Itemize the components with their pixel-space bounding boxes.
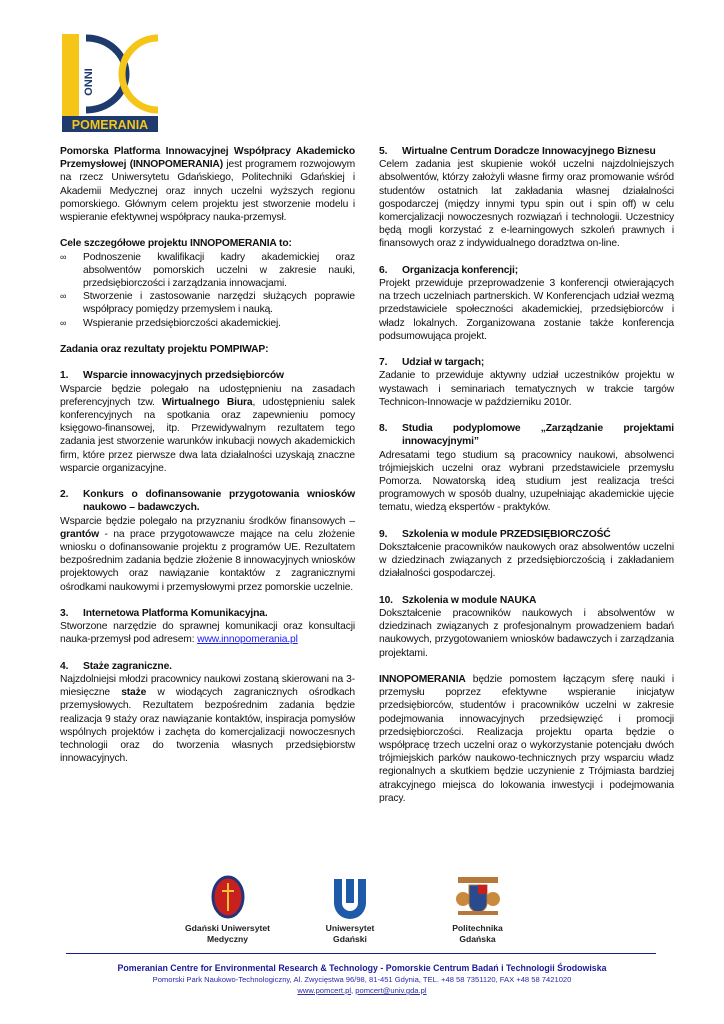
section-body	[379, 277, 674, 343]
gumed-logo-block	[170, 875, 285, 945]
section-heading	[379, 422, 674, 448]
text: Dokształcenie pracowników naukowych oraz absolwentów uczelni w dziedzinach związanych z przedsiębiorczością i zakładaniem działalności gospodarczej.	[379, 542, 674, 580]
pg-coat-of-arms-icon	[454, 875, 502, 919]
text: Adresatami tego studium są pracownicy naukowi, absolwenci trójmiejskich uczelni oraz wybrani przedstawiciele przemysłu Pomorza. Nowatorską ideą studium jest realizacja treści programowych w sposób dualny, uzupełniając akademickie ujęcie tematu, wiedzą ekspertów - praktyków.	[379, 449, 674, 514]
section-heading	[60, 660, 355, 673]
section-number: 4.	[60, 660, 69, 672]
logo-inno-text: INNO	[81, 68, 94, 96]
organization-address: Pomorski Park Naukowo-Technologiczny, Al. Zwycięstwa 96/98, 81-451 Gdynia, TEL. +48 58 7351120, FAX +48 58 7421020	[152, 975, 572, 984]
section-number: 10.	[379, 594, 393, 606]
goal-text: Podnoszenie kwalifikacji kadry akademickiej oraz absolwentów pomorskich uczelni w zakresie nauki, przedsiębiorczości i zarządzania innowacjami.	[83, 251, 355, 290]
goal-item	[60, 251, 355, 291]
section-body	[60, 515, 355, 594]
section-number: 9.	[379, 528, 388, 540]
task-section	[379, 594, 674, 660]
bold-text: grantów	[60, 528, 99, 540]
section-title: Wirtualne Centrum Doradcze Innowacyjnego Biznesu	[402, 146, 656, 157]
section-heading	[379, 145, 674, 158]
text: jest programem rozwojowym na rzecz Uniwersytetu Gdańskiego, Politechniki Gdańskiej i Akademii Medycznej oraz innych uczelni wyższych regionu pomorskiego. Głównym celem projektu jest stworzenie modelu i wspieranie efektywnej współpracy nauka-przemysł.	[60, 159, 356, 224]
text: Projekt przewiduje przeprowadzenie 3 konferencji otwierających na trzech uczelniach partnerskich. W Konferencjach udział wezmą przedstawiciele społeczności akademickiej, przedsiębiorców i władz lokalnych. Zorganizowana zostanie także konferencja podsumowująca projekt.	[379, 278, 674, 342]
section-number: 2.	[60, 489, 69, 501]
ug-name-line2: Gdański	[333, 934, 367, 944]
section-title: Szkolenia w module NAUKA	[402, 594, 537, 606]
left-column	[60, 145, 355, 779]
section-number: 5.	[379, 146, 388, 157]
pg-name-line1: Politechnika	[452, 923, 503, 933]
section-heading	[60, 607, 355, 620]
goal-item	[60, 317, 355, 330]
gumed-seal-icon	[211, 875, 245, 919]
email-link[interactable]: pomcert@univ.gda.pl	[355, 986, 427, 995]
pg-name-line2: Gdańska	[459, 934, 496, 944]
section-body	[379, 541, 674, 581]
section-number: 8.	[379, 423, 388, 435]
text: w wiodących zagranicznych ośrodkach przemysłowych. Rezultatem bezpośrednim zadania będzie realizacja 9 staży oraz nawiązanie kontaktów, inspiracja pomysłów wspólnych projektów i zachęta do komercjalizacji nowoczesnych technologii oraz do tworzenia własnych przedsiębiorstw innowacyjnych.	[60, 687, 355, 765]
text: - na prace przygotowawcze mające na celu złożenie wniosku o dofinansowanie projektu z programów UE. Rezultatem bezpośrednim zadania będzie złożenie 8 innowacyjnych wniosków projektowych oraz nawiązanie kontaktów z zagranicznymi ośrodkami naukowymi i przemysłowymi przez pomorskie uczelnie.	[60, 528, 355, 593]
section-title: Udział w targach;	[402, 357, 485, 369]
goal-item	[60, 290, 355, 316]
tasks-heading: Zadania oraz rezultaty projektu POMPIWAP:	[60, 344, 269, 356]
text: , udostępnieniu salek konferencyjnych na spotkania oraz zapewnieniu pomocy księgowo-finansowej, itp. Przewidywalnym rezultatem tego zadania jest stworzenie warunków inkubacji nowych akademickich firm, które przez pierwsze dwa lata działalności uzyskają znaczne wsparcie organizacyjne.	[60, 396, 356, 474]
ug-emblem-icon	[332, 875, 368, 919]
task-section	[60, 660, 355, 766]
text: Dokształcenie pracowników naukowych i absolwentów w dziedzinach związanych z profesjonalnym prowadzeniem badań naukowych, przygotowaniem wniosków badawczych i zarządzania projektami.	[379, 608, 674, 659]
section-heading	[60, 488, 355, 514]
section-body	[379, 369, 674, 409]
intro-paragraph	[60, 145, 355, 224]
footer-divider	[66, 953, 656, 954]
infinity-bullet-icon: ∞	[60, 291, 67, 302]
text: Wsparcie będzie polegało na przyznaniu środków finansowych –	[60, 515, 355, 527]
goal-text: Wspieranie przedsiębiorczości akademickiej.	[83, 317, 281, 329]
task-section	[379, 528, 674, 581]
section-body	[60, 383, 355, 475]
task-section	[379, 264, 674, 343]
section-title: Organizacja konferencji;	[402, 264, 518, 276]
section-body	[379, 158, 674, 250]
section-title: Studia podyplomowe „Zarządzanie projektami innowacyjnymi”	[402, 423, 674, 448]
section-heading	[379, 356, 674, 369]
task-section	[379, 145, 674, 251]
partner-logos	[0, 875, 724, 950]
section-title: Internetowa Platforma Komunikacyjna.	[83, 608, 268, 620]
section-body	[60, 673, 355, 765]
closing-paragraph	[379, 673, 674, 805]
organization-name: Pomeranian Centre for Environmental Research & Technology - Pomorskie Centrum Badań i Technologii Środowiska	[117, 963, 607, 973]
task-section	[60, 369, 355, 475]
ug-logo-block	[310, 875, 390, 945]
right-column	[379, 145, 674, 818]
section-title: Konkurs o dofinansowanie przygotowania wniosków naukowo – badawczych.	[83, 489, 355, 514]
text: Stworzone narzędzie do sprawnej komunikacji oraz konsultacji nauka-przemysł pod adresem:	[60, 621, 355, 646]
ug-name-line1: Uniwersytet	[325, 923, 375, 933]
task-section	[379, 356, 674, 409]
section-title: Szkolenia w module PRZEDSIĘBIORCZOŚĆ	[402, 528, 611, 540]
section-heading	[379, 528, 674, 541]
goal-text: Stworzenie i zastosowanie narzędzi służących poprawie współpracy pomiędzy przemysłem i nauką.	[83, 291, 355, 316]
infinity-bullet-icon: ∞	[60, 251, 67, 262]
footer-links	[60, 985, 664, 996]
task-section	[60, 488, 355, 594]
section-body	[60, 620, 355, 646]
pg-logo-block	[430, 875, 525, 945]
text: Celem zadania jest skupienie wokół uczelni najzdolniejszych absolwentów, którzy założyli własne firmy oraz promowanie wśród studentów ostatnich lat zakładania własnej działalności gospodarczej (między innymi typu spin out i spin off) w celu komercjalizacji nowoczesnych rozwiązań i technologii. Uczestnicy będą mogli korzystać z e-learningowych szkoleń prawnych i finansowych oraz z indywidualnego doradztwa on-line.	[379, 159, 674, 250]
bold-text: Pomorska Platforma Innowacyjnej Współpracy Akademicko Przemysłowej (INNOPOMERANIA)	[60, 146, 355, 171]
text: Najzdolniejsi młodzi pracownicy naukowi zostaną skierowani na 3-miesięczne	[60, 674, 355, 699]
text: Zadanie to przewiduje aktywny udział uczestników projektu w wystawach i seminariach tematycznych w trakcie targów Technicon-Innowacje w październiku 2010r.	[379, 370, 674, 408]
footer	[60, 962, 664, 996]
task-section	[60, 607, 355, 647]
goals-list	[60, 251, 355, 330]
website-link[interactable]: www.pomcert.pl	[297, 986, 352, 995]
section-number: 6.	[379, 264, 388, 276]
bold-text: staże	[121, 687, 147, 699]
right-sections	[379, 145, 674, 660]
bold-text: Wirtualnego Biura	[161, 396, 253, 408]
section-body	[379, 607, 674, 660]
section-heading	[60, 369, 355, 382]
bold-text: INNOPOMERANIA	[379, 674, 466, 686]
section-number: 1.	[60, 370, 69, 382]
section-title: Wsparcie innowacyjnych przedsiębiorców	[83, 370, 284, 382]
logo-pomerania-text: POMERANIA	[71, 118, 149, 132]
section-heading	[379, 264, 674, 277]
gumed-name-line1: Gdański Uniwersytet	[184, 923, 270, 933]
left-sections	[60, 369, 355, 765]
section-title: Staże zagraniczne.	[83, 660, 172, 672]
section-body	[379, 449, 674, 515]
text: będzie pomostem łączącym sferę nauki i przemysłu poprzez efektywne wspieranie inicjatyw przedsiębiorców, studentów i pracowników uczelni w zakresie podejmowania innowacyjnych przedsięwzięć i promocji przedsiębiorczości. Realizacja projektu oparta będzie o współpracę trzech uczelni oraz o wykorzystanie potencjału dwóch trójmiejskich parków naukowo-technicznych przy wsparciu władz regionalnych a skutkiem będzie uczynienie z Trójmiasta bardziej atrakcyjnego miejsca do lokowania inwestycji i podejmowania pracy.	[379, 674, 674, 804]
section-number: 7.	[379, 357, 388, 369]
task-section	[379, 422, 674, 514]
web-link[interactable]: www.innopomerania.pl	[197, 634, 298, 646]
section-number: 3.	[60, 608, 69, 620]
innopomerania-logo	[62, 34, 160, 132]
infinity-bullet-icon: ∞	[60, 317, 67, 328]
link-separator: ,	[351, 986, 356, 995]
text: Wsparcie będzie polegało na udostępnieniu na zasadach preferencyjnych tzw.	[60, 383, 355, 408]
goals-heading: Cele szczegółowe projektu INNOPOMERANIA to:	[60, 238, 292, 250]
gumed-name-line2: Medyczny	[206, 934, 249, 944]
section-heading	[379, 594, 674, 607]
